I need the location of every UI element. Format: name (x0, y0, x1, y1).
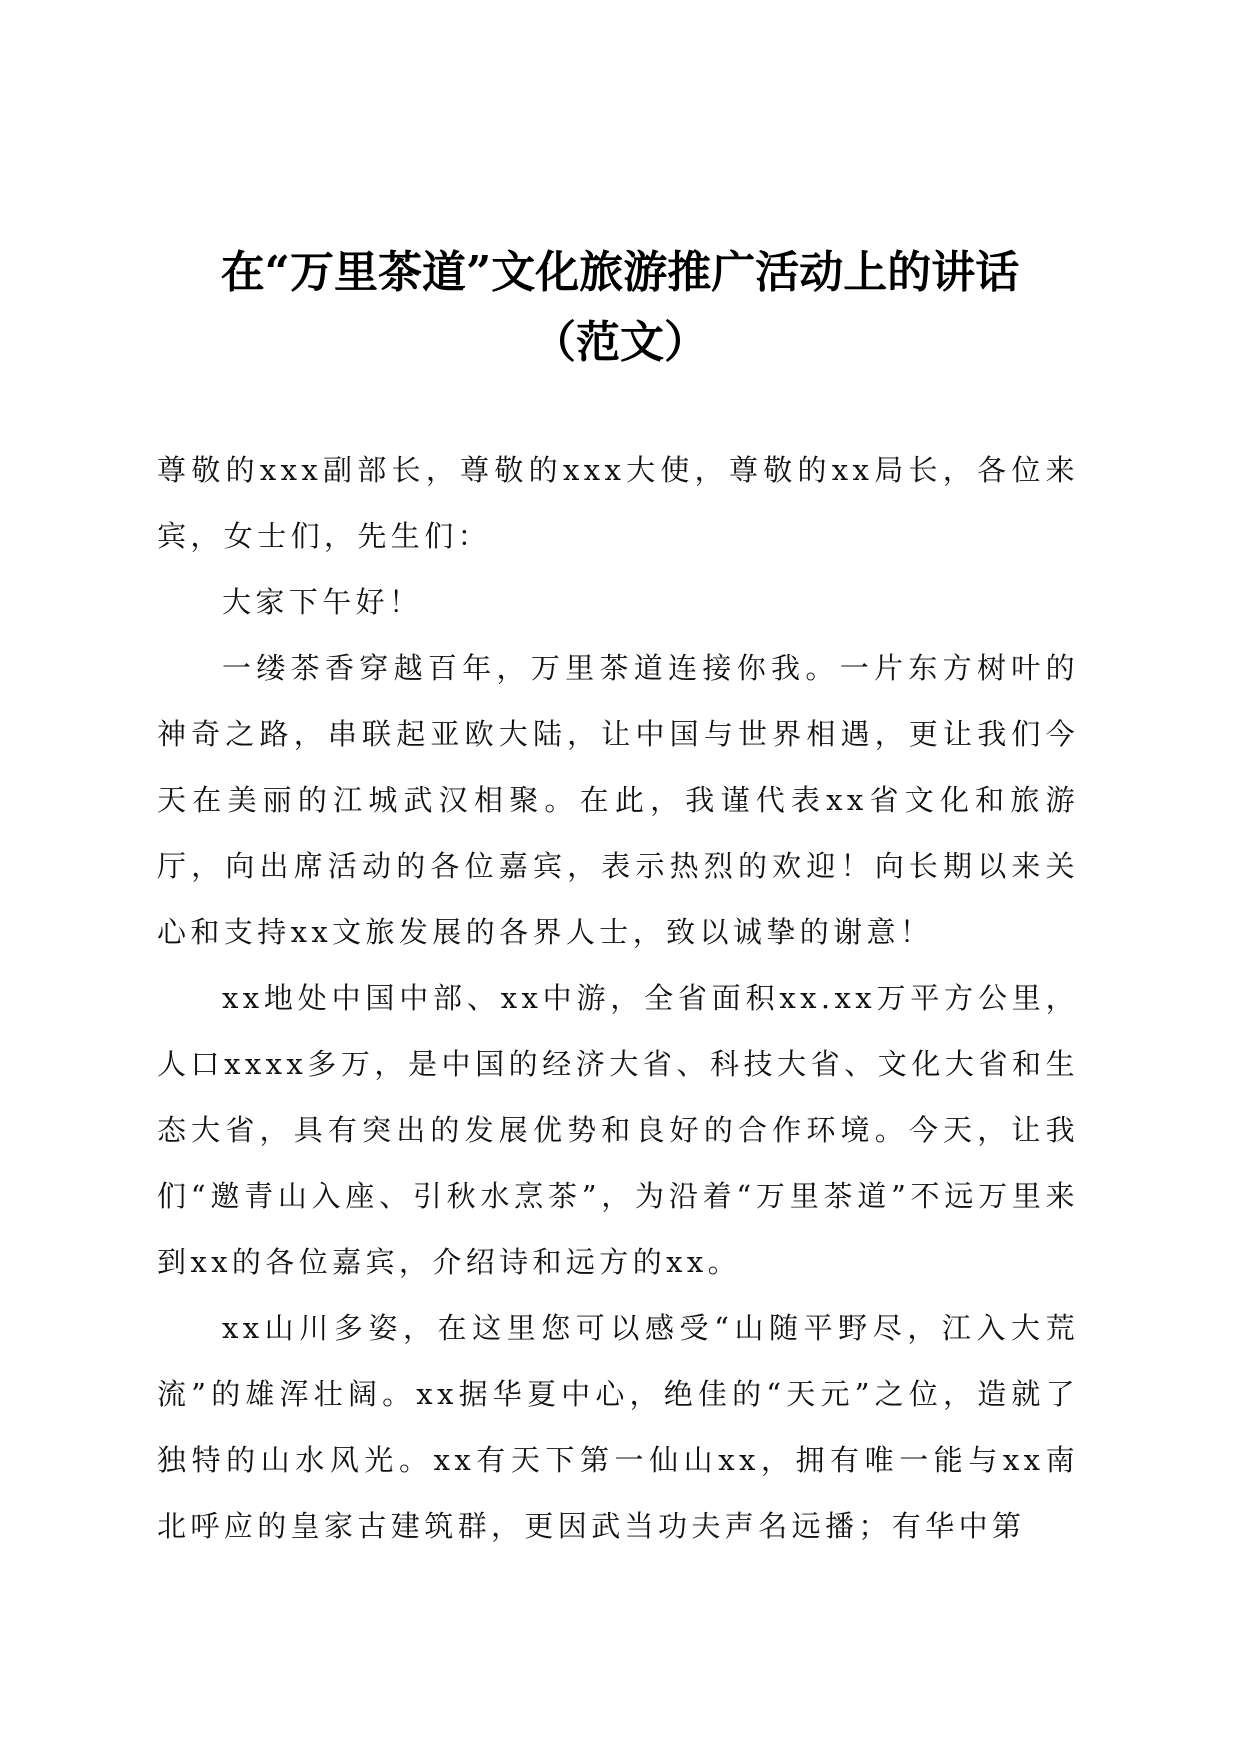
body-paragraph: xx山川多姿，在这里您可以感受“山随平野尽，江入大荒流”的雄浑壮阔。xx据华夏中心，绝佳的“天元”之位，造就了独特的山水风光。xx有天下第一仙山xx，拥有唯一能与xx南北呼应的皇家古建筑群，更因武当功夫声名远播；有华中第 (157, 1311, 1079, 1543)
document-body (157, 437, 1079, 1559)
body-paragraph: 一缕茶香穿越百年，万里茶道连接你我。一片东方树叶的神奇之路，串联起亚欧大陆，让中国与世界相遇，更让我们今天在美丽的江城武汉相聚。在此，我谨代表xx省文化和旅游厅，向出席活动的各位嘉宾，表示热烈的欢迎！向长期以来关心和支持xx文旅发展的各界人士，致以诚挚的谢意！ (157, 651, 1079, 949)
title-line-1: 在“万里茶道”文化旅游推广活动上的讲话 (220, 247, 1020, 298)
salutation-paragraph: 尊敬的xxx副部长，尊敬的xxx大使，尊敬的xx局长，各位来宾，女士们，先生们： (157, 453, 1079, 553)
greeting-paragraph: 大家下午好！ (222, 585, 423, 619)
document-title (150, 238, 1090, 378)
title-line-2: （范文） (532, 317, 708, 368)
body-paragraph: xx地处中国中部、xx中游，全省面积xx.xx万平方公里，人口xxxx多万，是中国的经济大省、科技大省、文化大省和生态大省，具有突出的发展优势和良好的合作环境。今天，让我们“邀青山入座、引秋水烹茶”，为沿着“万里茶道”不远万里来到xx的各位嘉宾，介绍诗和远方的xx。 (157, 981, 1079, 1279)
